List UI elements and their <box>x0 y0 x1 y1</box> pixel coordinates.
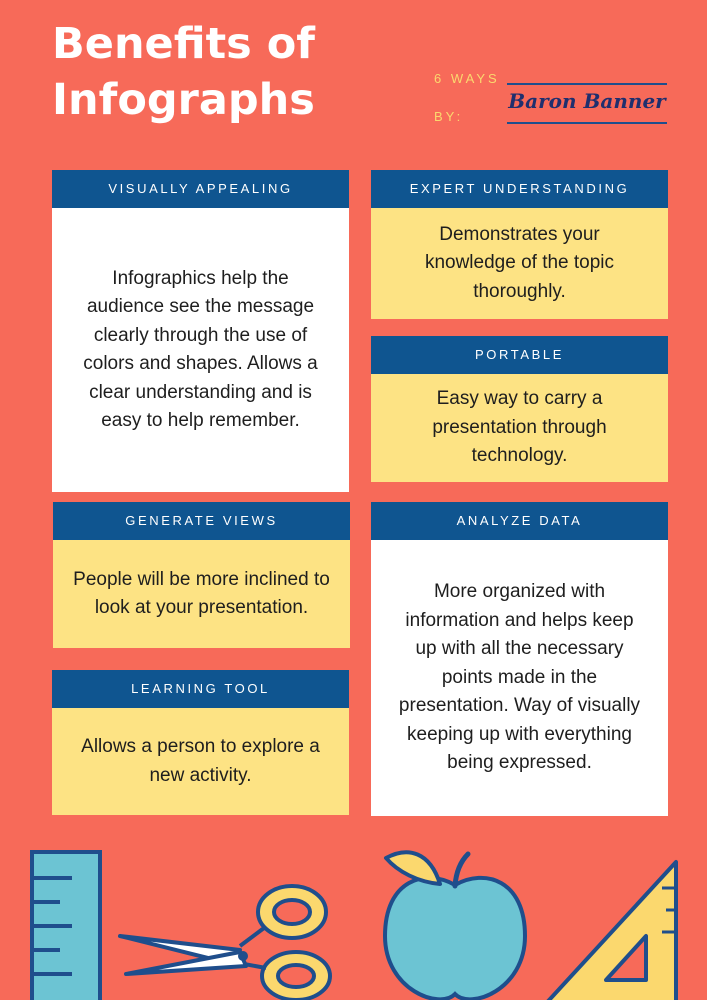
card-header: VISUALLY APPEALING <box>52 170 349 208</box>
school-supplies-illustration <box>0 840 707 1000</box>
card-body: Allows a person to explore a new activity. <box>52 708 349 815</box>
card-body: People will be more inclined to look at your presentation. <box>53 540 350 648</box>
title-line-1: Benefits of <box>52 19 315 69</box>
card-header: EXPERT UNDERSTANDING <box>371 170 668 208</box>
by-label: BY: <box>434 109 464 124</box>
card-visually-appealing <box>52 170 349 492</box>
card-header: LEARNING TOOL <box>52 670 349 708</box>
set-square-icon <box>540 862 676 1000</box>
card-header: ANALYZE DATA <box>371 502 668 540</box>
card-header: GENERATE VIEWS <box>53 502 350 540</box>
apple-icon <box>385 852 525 999</box>
card-learning-tool <box>52 670 349 815</box>
divider-bottom <box>507 122 667 124</box>
author-signature: Baron Banner <box>508 89 666 113</box>
card-body: Demonstrates your knowledge of the topic thoroughly. <box>371 208 668 319</box>
page-title <box>52 16 315 128</box>
ruler-icon <box>32 852 100 1000</box>
card-header: PORTABLE <box>371 336 668 374</box>
card-analyze-data <box>371 502 668 816</box>
card-expert-understanding <box>371 170 668 319</box>
card-body: Easy way to carry a presentation through technology. <box>371 374 668 482</box>
card-generate-views <box>53 502 350 648</box>
divider-top <box>507 83 667 85</box>
scissors-icon <box>120 886 330 1000</box>
title-line-2: Infographs <box>52 75 315 125</box>
card-portable <box>371 336 668 482</box>
ways-count: 6 WAYS <box>434 71 500 86</box>
card-body: More organized with information and helps keep up with all the necessary points made in the presentation. Way of visually keeping up with everything being expressed. <box>371 540 668 816</box>
card-body: Infographics help the audience see the message clearly through the use of colors and shapes. Allows a clear understanding and is easy to help remember. <box>52 208 349 492</box>
